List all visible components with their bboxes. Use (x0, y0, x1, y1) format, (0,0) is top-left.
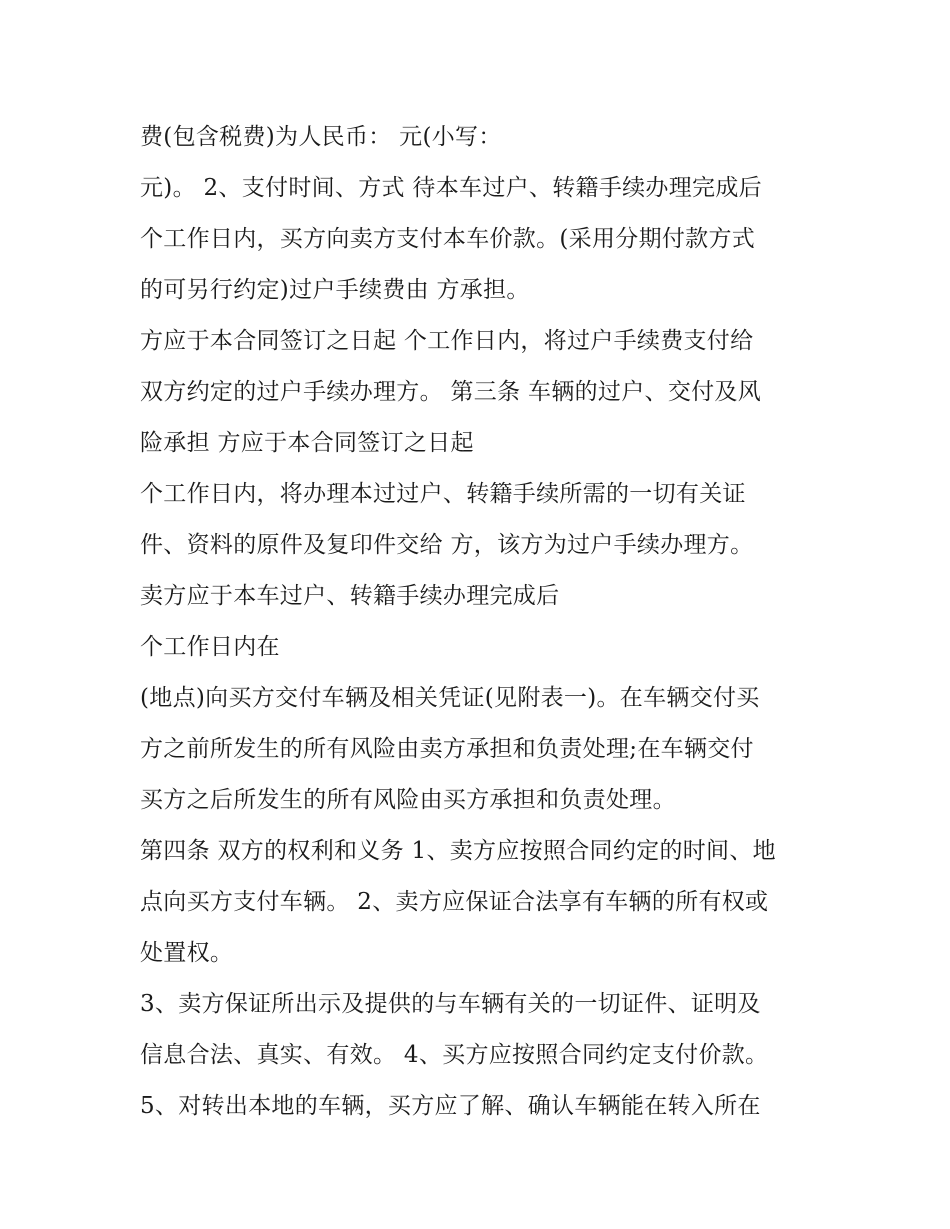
text-line: 个工作日内，将办理本过过户、转籍手续所需的一切有关证 (140, 481, 746, 507)
document-body (140, 112, 830, 1132)
text-line: 3、卖方保证所出示及提供的与车辆有关的一切证件、证明及 (140, 991, 761, 1017)
text-line: 信息合法、真实、有效。 4、买方应按照合同约定支付价款。 (140, 1042, 769, 1068)
text-line: 处置权。 (140, 940, 234, 966)
text-line: 费(包含税费)为人民币： 元(小写： (140, 124, 502, 150)
text-line: 5、对转出本地的车辆，买方应了解、确认车辆能在转入所在 (140, 1093, 761, 1119)
text-line: 险承担 方应于本合同签订之日起 (140, 430, 474, 456)
text-line: 方应于本合同签订之日起 个工作日内，将过户手续费支付给 (140, 328, 754, 354)
text-line: 的可另行约定)过户手续费由 方承担。 (140, 277, 530, 303)
text-line: 买方之后所发生的所有风险由买方承担和负责处理。 (140, 787, 676, 813)
text-line: 个工作日内，买方向卖方支付本车价款。(采用分期付款方式 (140, 226, 756, 252)
text-line: 双方约定的过户手续办理方。 第三条 车辆的过户、交付及风 (140, 379, 762, 405)
text-line: 件、资料的原件及复印件交给 方，该方为过户手续办理方。 (140, 532, 754, 558)
text-line: 方之前所发生的所有风险由卖方承担和负责处理;在车辆交付 (140, 736, 754, 762)
text-line: 元)。 2、支付时间、方式 待本车过户、转籍手续办理完成后 (140, 175, 762, 201)
text-line: (地点)向买方交付车辆及相关凭证(见附表一)。在车辆交付买 (140, 685, 760, 711)
text-line: 卖方应于本车过户、转籍手续办理完成后 (140, 583, 560, 609)
text-line: 个工作日内在 (140, 634, 280, 660)
text-line: 点向买方支付车辆。 2、卖方应保证合法享有车辆的所有权或 (140, 889, 769, 915)
text-line: 第四条 双方的权利和义务 1、卖方应按照合同约定的时间、地 (140, 838, 776, 864)
